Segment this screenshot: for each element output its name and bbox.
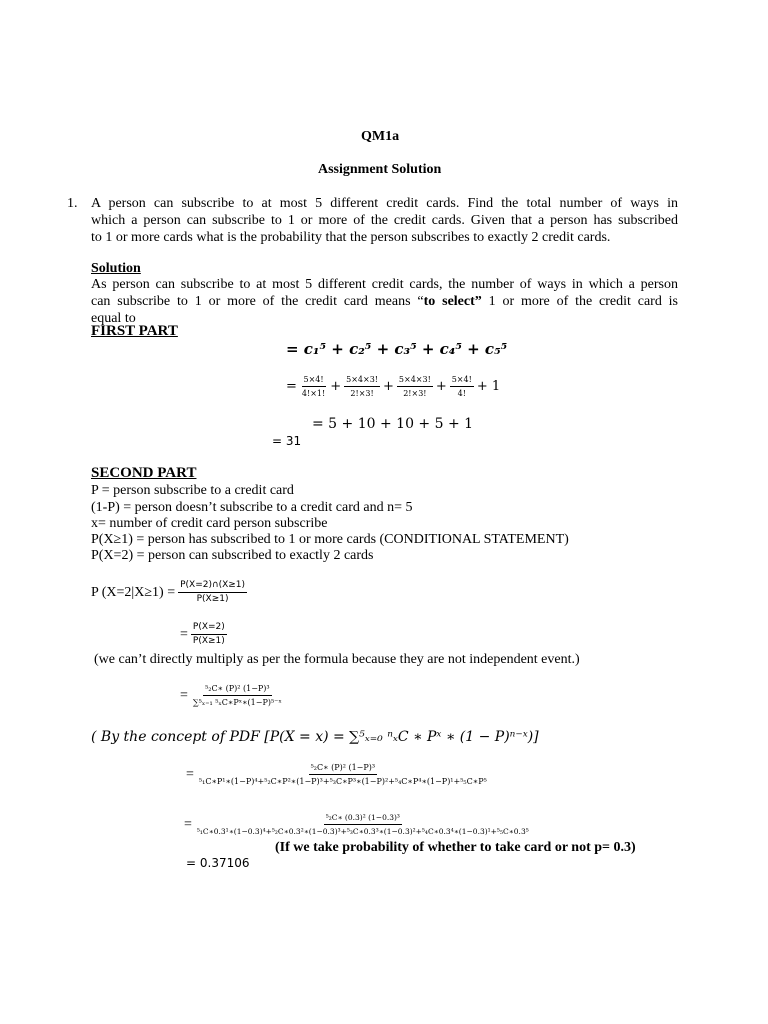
simplified-fraction-den: P(X≥1) — [192, 636, 225, 646]
probability-assumption-note: (If we take probability of whether to take card or not p= 0.3) — [275, 840, 636, 855]
expanded-binomial-num: ⁵₂C∗ (P)² (1−P)³ — [309, 762, 378, 775]
second-part-heading: SECOND PART — [91, 465, 197, 481]
numeric-substitution-equation — [184, 812, 534, 837]
eq2-tail: + 1 — [476, 379, 501, 394]
numeric-substitution-fraction — [195, 812, 531, 837]
simplified-fraction-num: P(X=2) — [191, 622, 227, 635]
first-part-result: = 31 — [272, 434, 302, 448]
first-part-heading: FIRST PART — [91, 323, 178, 339]
equals-sign: = — [184, 817, 192, 832]
question-line-1: A person can subscribe to at most 5 different credit cards. Find the total number of ways in — [91, 196, 678, 211]
binomial-ratio-num: ⁵₂C∗ (P)² (1−P)³ — [203, 683, 272, 696]
expanded-binomial-den: ⁵₁C∗P¹∗(1−P)⁴+⁵₂C∗P²∗(1−P)³+⁵₃C∗P³∗(1−P)²+⁵₄C∗P⁴∗(1−P)¹+⁵₅C∗P⁵ — [198, 777, 487, 786]
fraction-term-4-num: 5×4! — [450, 374, 474, 387]
solution-text — [91, 276, 678, 327]
binomial-ratio-equation — [180, 683, 287, 708]
equals-sign: = — [180, 688, 188, 703]
final-result: = 0.37106 — [186, 856, 250, 870]
equals-sign: = — [186, 767, 194, 782]
question-number: 1. — [67, 196, 78, 211]
pdf-concept-note: ( By the concept of PDF [P(X = x) = ∑⁵ₓ₌₀ ⁿₓC ∗ Pˣ ∗ (1 − P)ⁿ⁻ˣ)] — [91, 729, 539, 745]
conditional-probability-equation — [91, 580, 250, 605]
solution-line-1: As person can subscribe to at most 5 different credit cards, the number of ways in which a person — [91, 277, 678, 292]
binomial-ratio-den: ∑⁵ₓ₌₁ ⁵ₓC∗Pˣ∗(1−P)⁵⁻ˣ — [192, 698, 282, 707]
combination-sum-equation: = c₁⁵ + c₂⁵ + c₃⁵ + c₄⁵ + c₅⁵ — [286, 340, 508, 358]
expanded-binomial-fraction — [197, 762, 489, 787]
fraction-term-1-num: 5×4! — [302, 374, 326, 387]
solution-line-3: equal to — [91, 311, 136, 326]
equals-sign: = — [180, 627, 188, 642]
solution-line-2 — [91, 293, 678, 310]
fraction-term-2-den: 2!×3! — [350, 389, 374, 398]
fraction-term-2 — [344, 374, 380, 399]
solution-line-2b: to select” — [423, 294, 482, 309]
question-line-3: to 1 or more cards what is the probability that the person subscribes to exactly 2 credit cards. — [91, 230, 611, 245]
fraction-term-4-den: 4! — [457, 389, 466, 398]
fraction-term-3-den: 2!×3! — [403, 389, 427, 398]
conditional-lhs: P (X=2|X≥1) = — [91, 585, 176, 600]
fraction-term-4 — [450, 374, 474, 399]
definition-x: x= number of credit card person subscribe — [91, 516, 328, 531]
question-text — [91, 195, 678, 246]
numeric-substitution-den: ⁵₁C∗0.3¹∗(1−0.3)⁴+⁵₂C∗0.3²∗(1−0.3)³+⁵₃C∗0.3³∗(1−0.3)²+⁵₄C∗0.3⁴∗(1−0.3)¹+⁵₅C∗0.3⁵ — [196, 827, 529, 836]
question-line-2: which a person can subscribe to 1 or more of the credit cards. Given that a person has subscribed — [91, 213, 678, 228]
equals-sign: = — [286, 379, 297, 394]
definition-1-minus-p: (1-P) = person doesn’t subscribe to a credit card and n= 5 — [91, 500, 413, 515]
conditional-fraction-num: P(X=2)∩(X≥1) — [178, 580, 247, 593]
definition-p: P = person subscribe to a credit card — [91, 483, 294, 498]
expanded-binomial-equation — [186, 762, 492, 787]
plus-sign: + — [330, 379, 342, 394]
plus-sign: + — [383, 379, 394, 394]
factorial-expansion-equation — [286, 374, 500, 399]
solution-line-2a: can subscribe to 1 or more of the credit card means “ — [91, 294, 424, 309]
sum-values-equation: = 5 + 10 + 10 + 5 + 1 — [312, 416, 474, 432]
binomial-ratio-fraction — [191, 683, 284, 708]
simplified-probability-equation — [180, 622, 230, 647]
fraction-term-3 — [397, 374, 433, 399]
document-title: QM1a — [361, 129, 400, 144]
plus-sign: + — [435, 379, 447, 394]
solution-heading: Solution — [91, 261, 141, 276]
definition-p-x-ge-1: P(X≥1) = person has subscribed to 1 or more cards (CONDITIONAL STATEMENT) — [91, 532, 569, 547]
fraction-term-1 — [300, 374, 327, 399]
solution-line-2c: 1 or more of the credit card is — [481, 294, 678, 309]
numeric-substitution-num: ⁵₂C∗ (0.3)² (1−0.3)³ — [324, 812, 402, 825]
conditional-fraction-den: P(X≥1) — [196, 594, 229, 604]
document-subtitle: Assignment Solution — [318, 162, 442, 177]
definition-p-x-eq-2: P(X=2) = person can subscribed to exactly 2 cards — [91, 548, 374, 563]
conditional-fraction — [178, 580, 247, 605]
fraction-term-1-den: 4!×1! — [301, 389, 326, 398]
simplified-fraction — [191, 622, 227, 647]
fraction-term-2-num: 5×4×3! — [344, 374, 380, 387]
independence-note: (we can’t directly multiply as per the formula because they are not independent event.) — [94, 652, 580, 667]
fraction-term-3-num: 5×4×3! — [397, 374, 433, 387]
